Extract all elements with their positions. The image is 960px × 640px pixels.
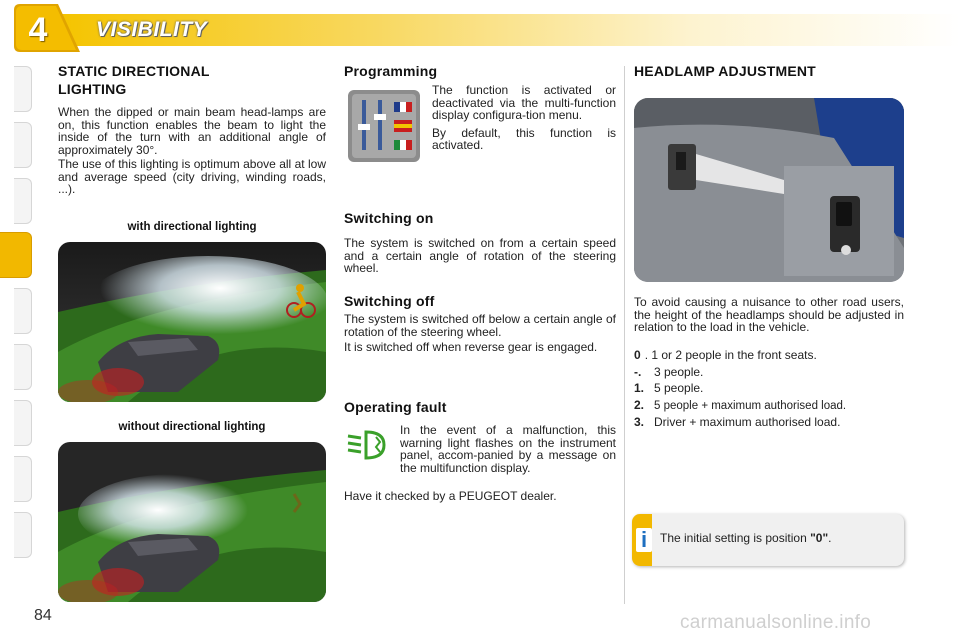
switching-off-para2: It is switched off when reverse gear is engaged. — [344, 340, 598, 354]
headlamp-para: To avoid causing a nuisance to other road users, the height of the headlamps should be adjusted in relation to the load in the vehicle. — [634, 295, 904, 334]
list-item: 1. 5 people. — [634, 381, 704, 395]
chapter-number: 4 — [28, 11, 48, 49]
programming-para2: By default, this function is activated. — [432, 125, 616, 152]
chapter-tab[interactable] — [14, 122, 32, 168]
chapter-tab[interactable] — [14, 66, 32, 112]
photo-without-directional-lighting — [58, 442, 326, 602]
headlamp-control-photo — [634, 98, 904, 282]
photo-with-directional-lighting — [58, 242, 326, 402]
chapter-tab[interactable] — [14, 178, 32, 224]
chapter-title: VISIBILITY — [96, 18, 208, 41]
operating-fault-title: Operating fault — [344, 399, 447, 415]
static-lighting-para1: When the dipped or main beam head-lamps are on, this function enables the beam to light the inside of the turn with an additional angle of approximately 30°. — [58, 105, 326, 157]
chapter-tab[interactable] — [14, 400, 32, 446]
info-box — [632, 514, 904, 566]
programming-para1: The function is activated or deactivated via the multi-function display configura-tion menu. — [432, 83, 616, 122]
car-night-illustration — [58, 242, 326, 402]
switching-off-title: Switching off — [344, 293, 435, 309]
chapter-tab[interactable] — [14, 512, 32, 558]
header-bar — [0, 0, 960, 56]
operating-fault-para1: In the event of a malfunction, this warning light flashes on the instrument panel, accom-panied by a message on the multifunction display. — [400, 423, 616, 475]
car-night-illustration — [58, 442, 326, 602]
static-lighting-title: STATIC DIRECTIONAL LIGHTING — [58, 63, 210, 97]
column-divider — [624, 66, 625, 604]
list-item: 2. 5 people + maximum authorised load. — [634, 397, 847, 412]
info-icon: i — [636, 528, 652, 552]
switching-off-text — [344, 313, 616, 354]
chapter-tab-active[interactable] — [0, 232, 32, 278]
programming-title: Programming — [344, 63, 438, 79]
chapter-tab[interactable] — [14, 344, 32, 390]
caption-without-directional: without directional lighting — [118, 421, 266, 433]
watermark: carmanualsonline.info — [680, 612, 872, 633]
operating-fault-para2: Have it checked by a PEUGEOT dealer. — [344, 489, 557, 503]
static-lighting-para2: The use of this lighting is optimum above all at low and average speed (city driving, winding roads, ...). — [58, 157, 326, 196]
info-text: The initial setting is position "0". — [660, 531, 832, 545]
headlamp-title: HEADLAMP ADJUSTMENT — [634, 63, 816, 79]
list-item: -. 3 people. — [634, 364, 704, 379]
list-item: 3. Driver + maximum authorised load. — [634, 415, 841, 429]
chapter-tabs — [0, 66, 34, 576]
multifunction-display-icon — [348, 90, 420, 162]
switching-on-title: Switching on — [344, 210, 434, 226]
list-item: 0 . 1 or 2 people in the front seats. — [634, 348, 817, 362]
headlamp-positions-list — [634, 347, 910, 431]
static-lighting-section — [58, 62, 326, 196]
programming-text — [432, 84, 616, 152]
switching-off-para1: The system is switched off below a certain angle of rotation of the steering wheel. — [344, 312, 616, 339]
switching-on-para: The system is switched on from a certain speed and a certain angle of rotation of the steering wheel. — [344, 236, 616, 275]
chapter-tab[interactable] — [14, 288, 32, 334]
headlamp-warning-icon — [346, 428, 392, 462]
chapter-tab[interactable] — [14, 456, 32, 502]
page-number: 84 — [34, 607, 52, 624]
caption-with-directional: with directional lighting — [127, 221, 257, 233]
dashboard-illustration — [634, 98, 904, 282]
